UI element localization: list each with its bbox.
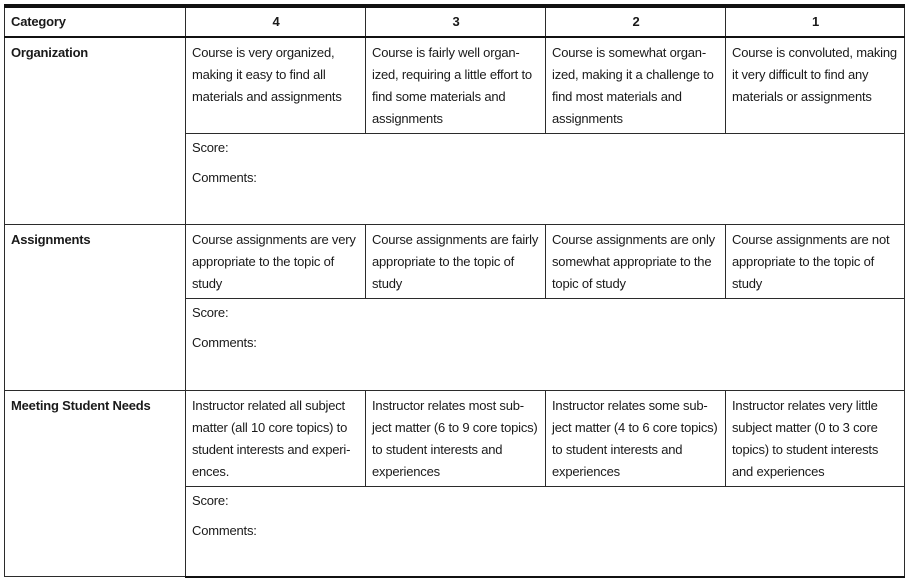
- descriptor-cell: Course is very organized, making it easy to find all materials and assignments: [186, 37, 366, 134]
- rubric-table: [4, 4, 905, 578]
- score-field[interactable]: Score:: [192, 493, 229, 508]
- feedback-cell: [186, 487, 905, 577]
- score-field[interactable]: Score:: [192, 140, 229, 155]
- descriptor-cell: Instructor relates very little subject matter (0 to 3 core topics) to student interests and experiences: [726, 391, 905, 487]
- descriptor-cell: Instructor related all subject matter (all 10 core topics) to student interests and experi-ences.: [186, 391, 366, 487]
- descriptor-cell: Course assignments are fairly appropriate to the topic of study: [366, 225, 546, 299]
- descriptor-cell: Course assignments are only somewhat appropriate to the topic of study: [546, 225, 726, 299]
- descriptor-row-organization: [5, 37, 905, 134]
- descriptor-cell: Course is convoluted, making it very difficult to find any materials or assignments: [726, 37, 905, 134]
- feedback-cell: [186, 299, 905, 391]
- score-header-2: 2: [546, 6, 726, 37]
- comments-field[interactable]: Comments:: [192, 335, 257, 350]
- descriptor-cell: Course is fairly well organ-ized, requiring a little effort to find some materials and assignments: [366, 37, 546, 134]
- descriptor-cell: Instructor relates some sub-ject matter (4 to 6 core topics) to student interests and experiences: [546, 391, 726, 487]
- score-header-4: 4: [186, 6, 366, 37]
- descriptor-cell: Course assignments are very appropriate to the topic of study: [186, 225, 366, 299]
- descriptor-cell: Course is somewhat organ-ized, making it a challenge to find most materials and assignments: [546, 37, 726, 134]
- header-row: [5, 6, 905, 37]
- descriptor-row-assignments: [5, 225, 905, 299]
- rubric-page: [4, 4, 904, 578]
- comments-field[interactable]: Comments:: [192, 170, 257, 185]
- category-assignments: Assignments: [5, 225, 186, 391]
- comments-field[interactable]: Comments:: [192, 523, 257, 538]
- category-header: Category: [5, 6, 186, 37]
- feedback-cell: [186, 134, 905, 225]
- score-header-3: 3: [366, 6, 546, 37]
- score-header-1: 1: [726, 6, 905, 37]
- descriptor-row-meeting-student-needs: [5, 391, 905, 487]
- score-field[interactable]: Score:: [192, 305, 229, 320]
- descriptor-cell: Course assignments are not appropriate to the topic of study: [726, 225, 905, 299]
- descriptor-cell: Instructor relates most sub-ject matter (6 to 9 core topics) to student interests and experiences: [366, 391, 546, 487]
- category-meeting-student-needs: Meeting Student Needs: [5, 391, 186, 577]
- category-organization: Organization: [5, 37, 186, 225]
